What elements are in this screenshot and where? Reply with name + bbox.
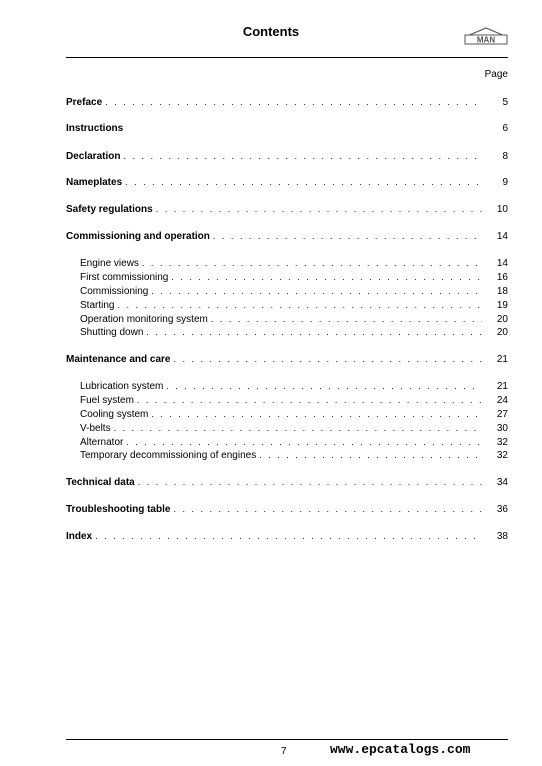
toc-entry-page: 27: [496, 409, 508, 420]
toc-entry[interactable]: [66, 502, 508, 516]
toc-entry[interactable]: [66, 352, 508, 366]
toc-entry-page: 10: [496, 204, 508, 215]
dot-leader: [142, 256, 482, 270]
toc-entry-label: Declaration: [66, 151, 121, 162]
dot-leader: [173, 502, 482, 516]
toc-entry-page: 20: [496, 314, 508, 325]
toc-entry-page: 21: [496, 381, 508, 392]
dot-leader: [151, 407, 482, 421]
toc-entry-label: Engine views: [80, 258, 139, 269]
toc-subentry[interactable]: [80, 256, 508, 270]
toc-entry[interactable]: [66, 149, 508, 163]
toc-entry-page: 14: [496, 231, 508, 242]
toc-entry-page: 36: [496, 504, 508, 515]
toc-entry[interactable]: [66, 175, 508, 189]
dot-leader: [105, 95, 482, 109]
man-logo: [463, 26, 509, 46]
dot-leader: [137, 393, 482, 407]
toc-subentry[interactable]: [80, 448, 508, 462]
dot-leader: [151, 284, 482, 298]
dot-leader: [173, 352, 482, 366]
dot-leader: [156, 202, 482, 216]
dot-leader: [126, 435, 482, 449]
toc-subentry[interactable]: [80, 270, 508, 284]
toc-entry-page: 9: [502, 177, 508, 188]
page-column-label: Page: [484, 69, 508, 80]
toc-entry[interactable]: [66, 529, 508, 543]
toc-entry-page: 14: [496, 258, 508, 269]
toc-entry-label: Nameplates: [66, 177, 123, 188]
toc-entry-label: Technical data: [66, 477, 135, 488]
toc-subentry[interactable]: [80, 298, 508, 312]
toc-subentry[interactable]: [80, 407, 508, 421]
website-link[interactable]: www.epcatalogs.com: [330, 742, 471, 757]
toc-entry-page: 32: [496, 437, 508, 448]
toc-entry-label: Troubleshooting table: [66, 504, 171, 515]
dot-leader: [146, 325, 482, 339]
toc-subentry[interactable]: [80, 379, 508, 393]
toc-subentry[interactable]: [80, 325, 508, 339]
toc-entry-label: Operation monitoring system: [80, 314, 208, 325]
toc-entry-label: Fuel system: [80, 395, 134, 406]
toc-entry-page: 5: [502, 97, 508, 108]
toc-entry-page: 24: [496, 395, 508, 406]
toc-subentry[interactable]: [80, 435, 508, 449]
dot-leader: [125, 175, 482, 189]
toc-entry-page: 38: [496, 531, 508, 542]
dot-leader: [259, 448, 482, 462]
toc-entry-label: Commissioning and operation: [66, 231, 210, 242]
toc-entry-label: V-belts: [80, 423, 111, 434]
dot-leader: [114, 421, 482, 435]
toc-entry[interactable]: [66, 229, 508, 243]
toc-entry-page: 32: [496, 450, 508, 461]
toc-entry-page: 34: [496, 477, 508, 488]
dot-leader: [138, 475, 482, 489]
toc-entry-page: 20: [496, 327, 508, 338]
toc-entry-label: Safety regulations: [66, 204, 153, 215]
toc-entry[interactable]: [66, 202, 508, 216]
dot-leader: [95, 529, 482, 543]
dot-leader: [213, 229, 482, 243]
toc-entry-label: Lubrication system: [80, 381, 164, 392]
dot-leader: [211, 312, 482, 326]
toc-entry-label: Instructions: [66, 123, 124, 134]
toc-entry-label: Alternator: [80, 437, 124, 448]
toc-subentry[interactable]: [80, 312, 508, 326]
logo-text: MAN: [476, 35, 496, 45]
toc-entry-label: Temporary decommissioning of engines: [80, 450, 257, 461]
toc-subentry[interactable]: [80, 393, 508, 407]
toc-subentry[interactable]: [80, 284, 508, 298]
page-title: Contents: [242, 24, 300, 39]
page-number: 7: [281, 746, 287, 757]
toc-subentry[interactable]: [80, 421, 508, 435]
header-divider: [66, 57, 508, 58]
toc-entry-label: Index: [66, 531, 93, 542]
toc-entry-page: 19: [496, 300, 508, 311]
toc-entry-page: 21: [496, 354, 508, 365]
toc-entry-label: Commissioning: [80, 286, 149, 297]
dot-leader: [166, 379, 482, 393]
toc-entry-label: First commissioning: [80, 272, 169, 283]
toc-entry[interactable]: [66, 95, 508, 109]
toc-entry-label: Preface: [66, 97, 103, 108]
dot-leader: [123, 149, 482, 163]
footer-divider: [66, 739, 508, 740]
toc-entry-label: Shutting down: [80, 327, 144, 338]
dot-leader: [171, 270, 482, 284]
toc-entry-page: 30: [496, 423, 508, 434]
toc-entry[interactable]: [66, 121, 508, 135]
toc-entry-page: 6: [502, 123, 508, 134]
dot-leader: [117, 298, 482, 312]
toc-entry-label: Maintenance and care: [66, 354, 171, 365]
toc-entry-page: 8: [502, 151, 508, 162]
toc-entry-page: 18: [496, 286, 508, 297]
toc-entry-page: 16: [496, 272, 508, 283]
toc-entry-label: Cooling system: [80, 409, 149, 420]
toc-entry[interactable]: [66, 475, 508, 489]
toc-entry-label: Starting: [80, 300, 115, 311]
